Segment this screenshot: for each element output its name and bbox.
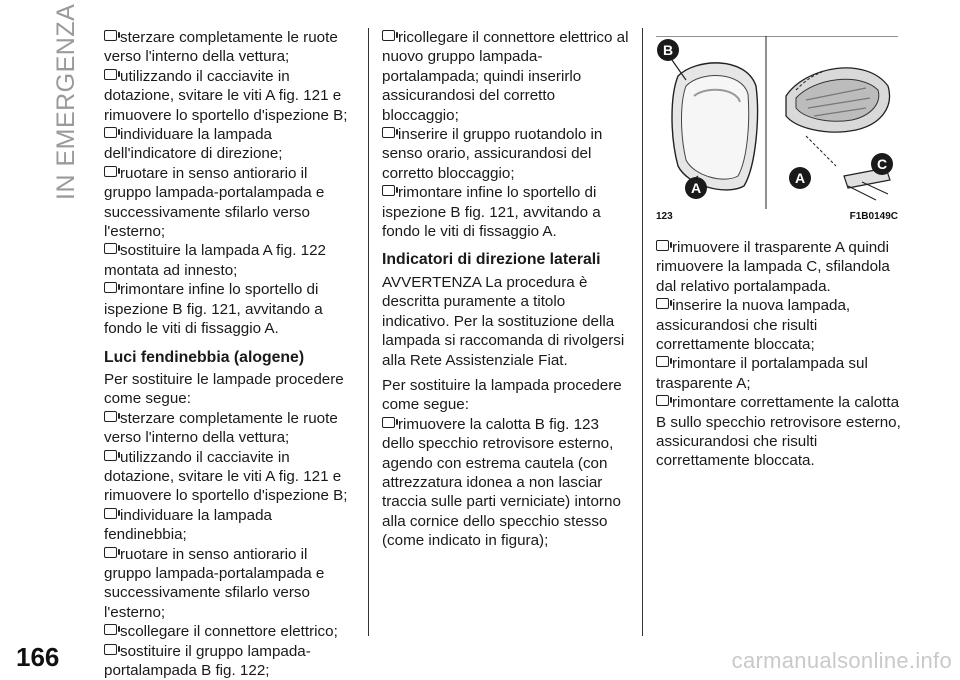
section-title: IN EMERGENZA bbox=[52, 3, 80, 200]
list-item: ricollegare il connettore elettrico al nuovo gruppo lampada-portalampada; quindi inserirlo assicurandosi del corretto bloccaggio; bbox=[382, 29, 629, 124]
bullet-list-fog-lights-cont bbox=[382, 28, 632, 241]
bullet-list-fog-lights bbox=[104, 409, 356, 680]
column-divider bbox=[642, 28, 643, 636]
list-item: sostituire il gruppo lampada-portalampada B fig. 122; bbox=[104, 642, 311, 679]
bullet-icon bbox=[656, 298, 669, 309]
warning-text: AVVERTENZA La procedura è descritta puramente a titolo indicativo. Per la sostituzione della lampada si raccomanda di rivolgersi alla Rete Assistenziale Fiat. bbox=[382, 273, 625, 369]
bullet-icon bbox=[656, 395, 669, 406]
bullet-list-side-indicators-cont bbox=[656, 238, 906, 471]
section-heading: Indicatori di direzione laterali bbox=[382, 251, 601, 269]
column-1 bbox=[104, 28, 356, 680]
list-item: individuare la lampada fendinebbia; bbox=[104, 506, 272, 544]
bullet-icon bbox=[104, 127, 117, 138]
list-item: sostituire la lampada A fig. 122 montata ad innesto; bbox=[104, 242, 327, 279]
mirror-cover-drawing bbox=[672, 60, 758, 190]
list-item: sterzare completamente le ruote verso l'interno della vettura; bbox=[104, 29, 338, 66]
bullet-icon bbox=[104, 30, 117, 41]
column-2 bbox=[382, 28, 632, 551]
column-3 bbox=[656, 238, 906, 471]
bullet-icon bbox=[656, 356, 669, 367]
list-item: utilizzando il cacciavite in dotazione, svitare le viti A fig. 121 e rimuovere lo sportello d'ispezione B; bbox=[104, 67, 348, 124]
bullet-icon bbox=[382, 185, 395, 196]
list-item: ruotare in senso antiorario il gruppo lampada-portalampada e successivamente sfilarlo verso l'esterno; bbox=[104, 545, 325, 621]
list-item: rimontare infine lo sportello di ispezione B fig. 121, avvitando a fondo le viti di fissaggio A. bbox=[382, 184, 601, 241]
label-a-right: A bbox=[794, 170, 806, 186]
label-a-left: A bbox=[690, 180, 702, 196]
intro-text: Per sostituire le lampade procedere come segue: bbox=[104, 370, 344, 408]
bullet-icon bbox=[104, 166, 117, 177]
watermark: carmanualsonline.info bbox=[731, 648, 952, 673]
bullet-icon bbox=[104, 644, 117, 655]
bullet-list-turn-signal bbox=[104, 28, 356, 339]
label-b: B bbox=[662, 42, 674, 58]
list-item: sterzare completamente le ruote verso l'interno della vettura; bbox=[104, 409, 338, 447]
mirror-illustration bbox=[656, 36, 898, 209]
label-c: C bbox=[876, 156, 888, 172]
list-item: rimuovere il trasparente A quindi rimuovere la lampada C, sfilandola dal relativo portalampada. bbox=[656, 239, 890, 295]
list-item: rimontare infine lo sportello di ispezione B fig. 121, avvitando a fondo le viti di fissaggio A. bbox=[104, 281, 323, 338]
bullet-icon bbox=[104, 69, 117, 80]
bullet-icon bbox=[104, 282, 117, 293]
intro-text: Per sostituire la lampada procedere come segue: bbox=[382, 376, 622, 414]
list-item: utilizzando il cacciavite in dotazione, svitare le viti A fig. 121 e rimuovere lo sportello d'ispezione B; bbox=[104, 448, 348, 505]
bullet-icon bbox=[382, 127, 395, 138]
figure-code: F1B0149C bbox=[849, 211, 898, 222]
bullet-icon bbox=[382, 30, 395, 41]
page-number: 166 bbox=[16, 642, 60, 672]
bullet-icon bbox=[104, 547, 117, 558]
bullet-icon bbox=[104, 411, 117, 422]
bullet-icon bbox=[656, 240, 669, 251]
list-item: rimuovere la calotta B fig. 123 dello specchio retrovisore esterno, agendo con estrema cautela (con attrezzatura idonea a non lasciar traccia sulle parti verniciate) intorno alla cornice dello specchio stesso (come indicato in figura); bbox=[382, 415, 621, 550]
figure-123 bbox=[656, 36, 898, 209]
bullet-icon bbox=[104, 508, 117, 519]
section-heading: Luci fendinebbia (alogene) bbox=[104, 348, 305, 366]
list-item: rimontare il portalampada sul trasparente A; bbox=[656, 355, 868, 392]
bullet-icon bbox=[104, 243, 117, 254]
bullet-icon bbox=[382, 417, 395, 428]
list-item: individuare la lampada dell'indicatore di direzione; bbox=[104, 126, 283, 163]
list-item: inserire il gruppo ruotandolo in senso orario, assicurandosi del corretto bloccaggio; bbox=[382, 126, 603, 182]
list-item: rimontare correttamente la calotta B sullo specchio retrovisore esterno, assicurandosi che risulti correttamente bloccata. bbox=[656, 394, 901, 470]
bullet-icon bbox=[104, 624, 117, 635]
column-divider bbox=[368, 28, 369, 636]
figure-number: 123 bbox=[656, 211, 673, 222]
list-item: scollegare il connettore elettrico; bbox=[104, 622, 356, 641]
bullet-icon bbox=[104, 450, 117, 461]
figure-caption bbox=[656, 211, 898, 225]
list-item: inserire la nuova lampada, assicurandosi che risulti correttamente bloccata; bbox=[656, 297, 851, 354]
list-item: ruotare in senso antiorario il gruppo lampada-portalampada e successivamente sfilarlo verso l'esterno; bbox=[104, 164, 325, 241]
bullet-list-side-indicators bbox=[382, 415, 632, 551]
